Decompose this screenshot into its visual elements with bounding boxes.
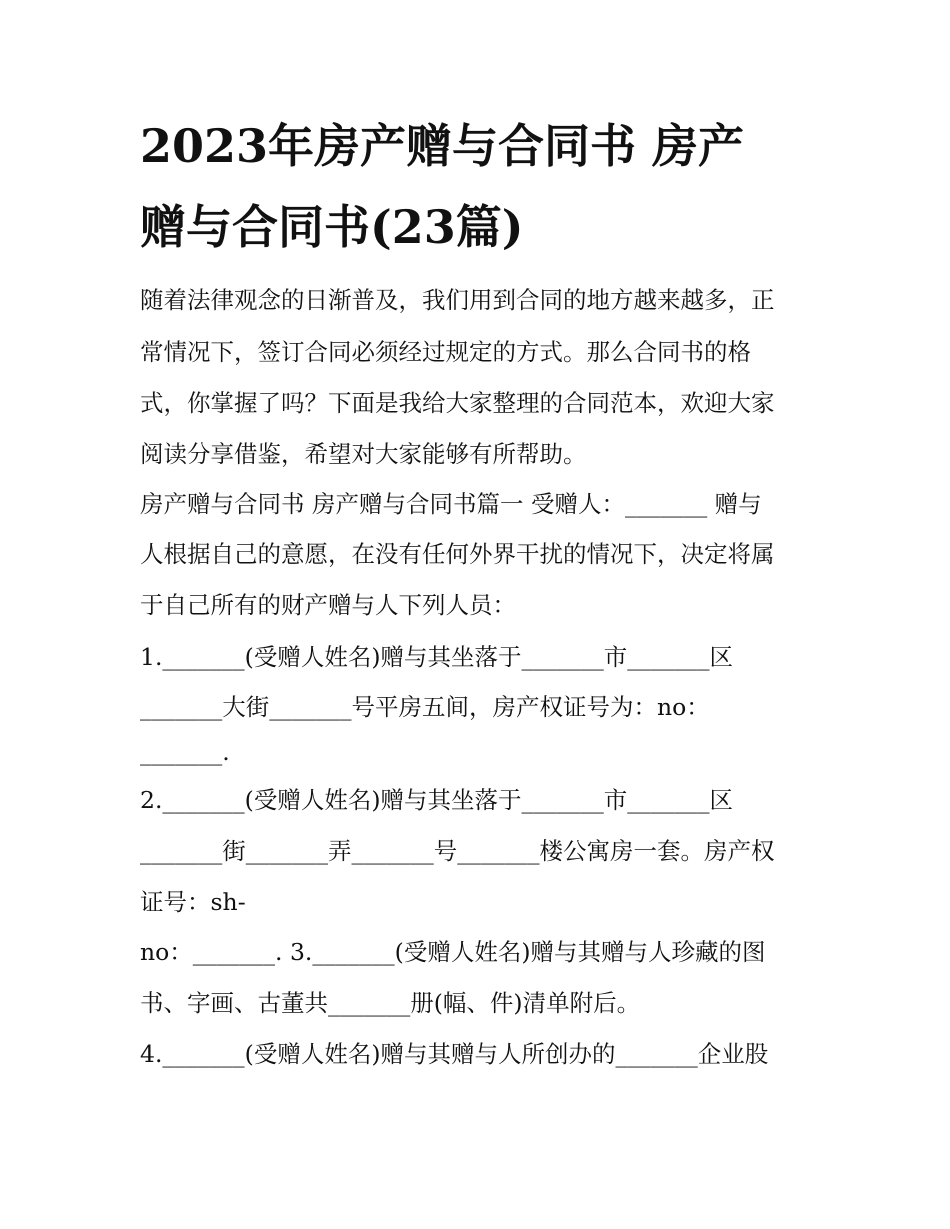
body-line: 证号：sh- [140, 888, 246, 916]
body-line: 式，你掌握了吗？下面是我给大家整理的合同范本，欢迎大家 [140, 389, 775, 417]
body-line: _______街_______弄_______号_______楼公寓房一套。房产权 [140, 837, 775, 865]
body-line: _______. [140, 738, 230, 766]
body-line: 4._______(受赠人姓名)赠与其赠与人所创办的_______企业股 [140, 1040, 769, 1068]
body-line: 人根据自己的意愿，在没有任何外界干扰的情况下，决定将属 [140, 540, 775, 568]
body-line: no：_______. 3._______(受赠人姓名)赠与其赠与人珍藏的图 [140, 938, 766, 966]
body-line: 房产赠与合同书 房产赠与合同书篇一 受赠人：_______ 赠与 [140, 490, 762, 518]
body-line: 书、字画、古董共_______册(幅、件)清单附后。 [140, 989, 641, 1017]
body-line: 1._______(受赠人姓名)赠与其坐落于_______市_______区 [140, 643, 734, 671]
document-title-line-1: 2023年房产赠与合同书 房产 [140, 119, 745, 173]
body-line: 于自己所有的财产赠与人下列人员： [140, 591, 516, 619]
body-line: 阅读分享借鉴，希望对大家能够有所帮助。 [140, 440, 587, 468]
body-line: 随着法律观念的日渐普及，我们用到合同的地方越来越多，正 [140, 286, 775, 314]
body-line: _______大街_______号平房五间，房产权证号为：no： [140, 693, 710, 721]
body-line: 常情况下，签订合同必须经过规定的方式。那么合同书的格 [140, 338, 751, 366]
document-title-line-2: 赠与合同书(23篇) [140, 200, 524, 254]
body-line: 2._______(受赠人姓名)赠与其坐落于_______市_______区 [140, 786, 734, 814]
